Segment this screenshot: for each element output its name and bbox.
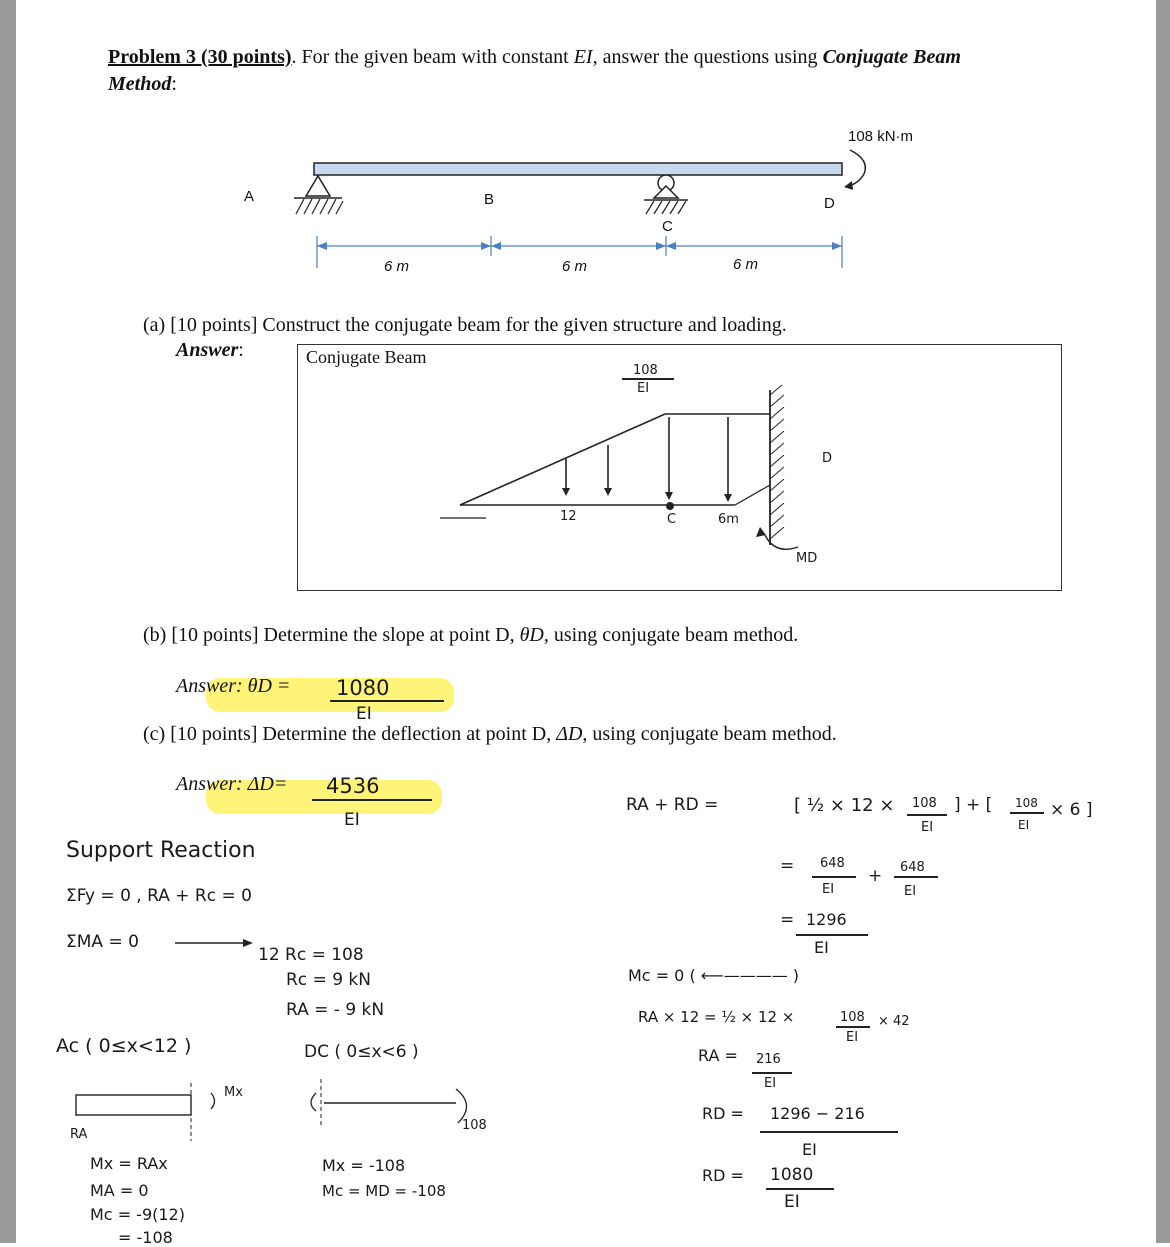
eq-12rc: 12 Rc = 108 (258, 945, 364, 965)
n648-b: 648 (900, 860, 925, 875)
conjugate-beam-title: Conjugate Beam (306, 347, 427, 367)
load-intensity-numerator: 108 (633, 363, 658, 378)
free-body-sketches (66, 1075, 486, 1145)
support-reaction-title: Support Reaction (66, 838, 256, 863)
moment-label: 108 kN·m (848, 128, 914, 145)
load-intensity-denominator: EI (637, 381, 650, 396)
part-b-question: (b) [10 points] Determine the slope at point D, θD, using conjugate beam method. (143, 624, 799, 646)
page-edge-left (0, 0, 16, 1243)
eq-ra: RA = - 9 kN (286, 1000, 385, 1020)
frac-108-2: 108 (1015, 796, 1038, 810)
n1296-216: 1296 − 216 (770, 1104, 865, 1123)
frac-ei-3: EI (846, 1030, 859, 1045)
segment-ac: Ac ( 0≤x<12 ) (56, 1035, 192, 1057)
n216: 216 (756, 1052, 781, 1067)
mc-zero: Mc = 0 ( ⟵———— ) (628, 966, 800, 985)
part-b-answer-label: Answer: θD = (176, 675, 291, 697)
label-c: C (667, 512, 677, 527)
n1296: 1296 (806, 910, 847, 929)
ei-648a: EI (822, 882, 835, 897)
applied-moment-arrow (848, 150, 865, 186)
times-6: × 6 ] (1050, 800, 1093, 820)
ra-times-12: RA × 12 = ½ × 12 × (638, 1008, 795, 1026)
label-12: 12 (560, 509, 577, 524)
label-6m: 6m (718, 512, 739, 527)
conjugate-beam-sketch (430, 375, 850, 580)
part-c-question: (c) [10 points] Determine the deflection at point D, ΔD, using conjugate beam method. (143, 723, 837, 745)
rd-eq2: RD = (702, 1166, 744, 1185)
times-42: × 42 (878, 1014, 910, 1029)
ei-rd: EI (802, 1140, 817, 1159)
eq-rc: Rc = 9 kN (286, 970, 371, 990)
point-d-label: D (824, 195, 835, 212)
mc-eq: Mc = -9(12) (90, 1205, 185, 1224)
problem-heading: Problem 3 (30 points) (108, 46, 292, 68)
part-b-answer-denominator: EI (356, 704, 372, 724)
mx-label: Mx (224, 1085, 243, 1100)
segment-dc: DC ( 0≤x<6 ) (304, 1042, 419, 1062)
mx-eq: Mx = RAx (90, 1154, 168, 1173)
ra-label: RA (70, 1127, 88, 1142)
n648-a: 648 (820, 856, 845, 871)
frac-ei-2: EI (1018, 818, 1030, 832)
ei-1296: EI (814, 938, 829, 957)
point-b-label: B (484, 191, 495, 208)
ei-648b: EI (904, 884, 917, 899)
beam-member (314, 163, 842, 175)
mc-md-eq: Mc = MD = -108 (322, 1182, 446, 1200)
frac-108-1: 108 (912, 796, 937, 811)
mx2-eq: Mx = -108 (322, 1156, 406, 1175)
problem-statement: Problem 3 (30 points). For the given beam with constant EI, answer the questions using Conjugate Beam (108, 46, 961, 68)
problem-statement-line2: Method: (108, 73, 177, 95)
mc-eq2: = -108 (118, 1228, 173, 1247)
label-d: D (822, 451, 833, 466)
rd-eq: RD = (702, 1104, 744, 1123)
moment-108-label: 108 (462, 1118, 487, 1133)
bracket-mid: ] + [ (954, 795, 993, 815)
part-c-answer-label: Answer: ΔD= (176, 773, 288, 795)
plus-1: + (868, 866, 883, 886)
part-a-question: (a) [10 points] Construct the conjugate beam for the given structure and loading. (143, 314, 787, 336)
sum-fy-equation: ΣFy = 0 , RA + Rc = 0 (66, 886, 252, 906)
beam-figure (230, 120, 950, 290)
ei-216: EI (764, 1076, 777, 1091)
ei-1080: EI (784, 1192, 800, 1212)
point-c-label: C (662, 218, 673, 235)
equals-2: = (780, 910, 795, 930)
bracket-1: [ ½ × 12 × (794, 795, 895, 816)
ra-eq: RA = (698, 1046, 738, 1065)
frac-108-3: 108 (840, 1010, 865, 1025)
span-ab-label: 6 m (384, 258, 410, 275)
frac-ei-1: EI (921, 820, 934, 835)
pin-support-a (306, 176, 330, 196)
part-c-answer-numerator: 4536 (326, 774, 380, 798)
part-c-answer-denominator: EI (344, 810, 360, 830)
part-a-answer-label: Answer: (176, 339, 244, 361)
page-edge-right (1156, 0, 1170, 1243)
point-a-label: A (244, 188, 255, 205)
span-cd-label: 6 m (733, 256, 759, 273)
ma-eq: MA = 0 (90, 1181, 149, 1200)
n1080: 1080 (770, 1165, 814, 1185)
arrow-right (175, 936, 255, 950)
span-bc-label: 6 m (562, 258, 588, 275)
ra-plus-rd: RA + RD = (626, 795, 719, 815)
equals-1: = (780, 856, 795, 876)
sum-ma-equation: ΣMA = 0 (66, 932, 139, 952)
part-b-answer-numerator: 1080 (336, 676, 390, 700)
label-md: MD (796, 551, 818, 566)
